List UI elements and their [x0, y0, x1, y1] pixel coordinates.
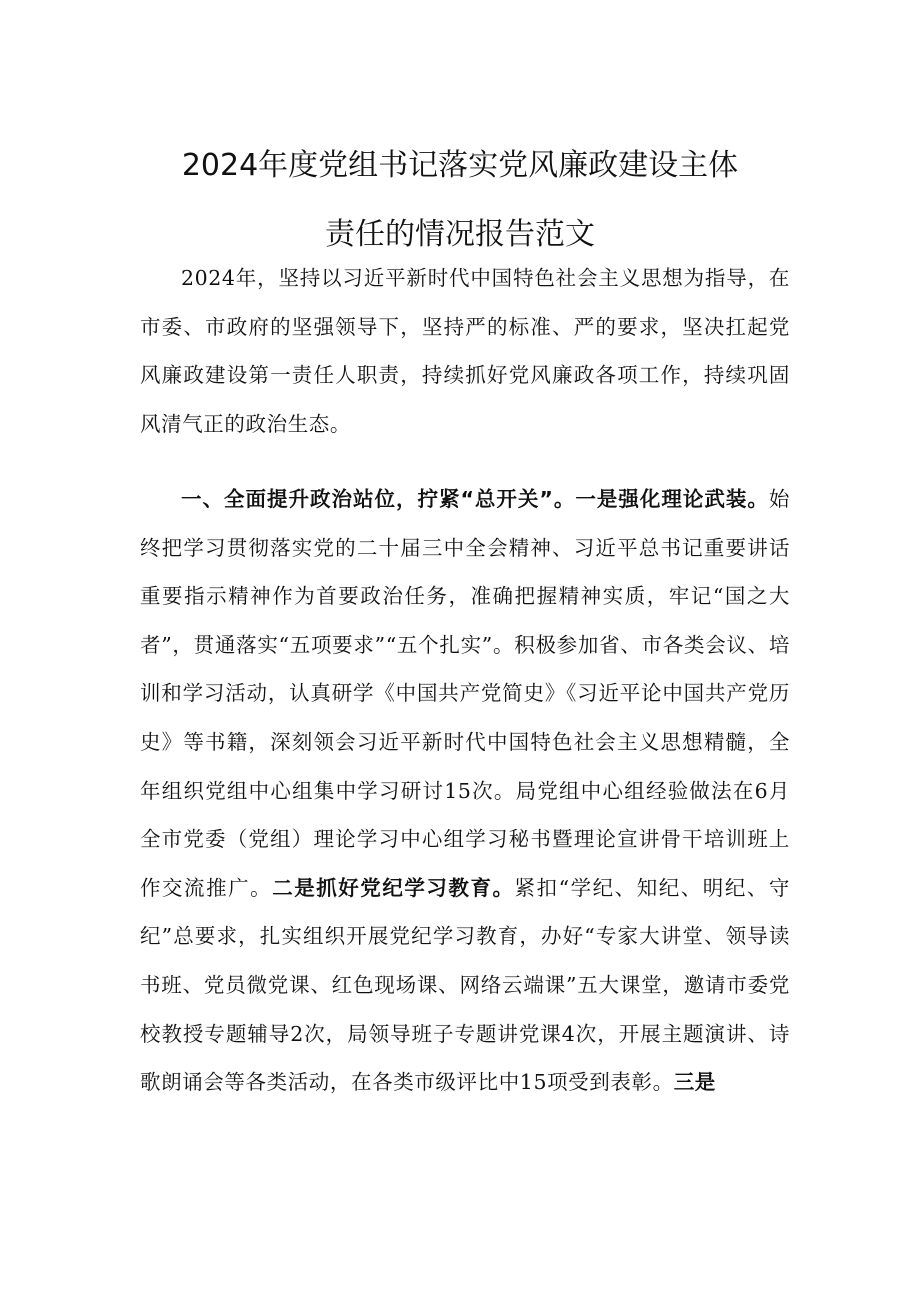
point-one-text: 始终把学习贯彻落实党的二十届三中全会精神、习近平总书记重要讲话重要指示精神作为首要政治任务，准确把握精神实质，牢记“国之大者”，贯通落实“五项要求”“五个扎实”。积极参加省、市各类会议、培训和学习活动，认真研学《中国共产党简史》《习近平论中国共产党历史》等书籍，深刻领会习近平新时代中国特色社会主义思想精髓，全年组织党组中心组集中学习研讨15次。局党组中心组经验做法在6月全市党委（党组）理论学习中心组学习秘书暨理论宣讲骨干培训班上作交流推广。	[140, 487, 790, 900]
document-title-line-2: 责任的情况报告范文	[325, 217, 595, 252]
point-two-title: 二是抓好党纪学习教育。	[272, 875, 515, 900]
point-three-title: 三是	[673, 1070, 716, 1095]
section-one-heading: 一、全面提升政治站位，拧紧“总开关”。	[181, 487, 576, 511]
intro-paragraph: 2024年，坚持以习近平新时代中国特色社会主义思想为指导，在市委、市政府的坚强领导下，坚持严的标准、严的要求，坚决扛起党风廉政建设第一责任人职责，持续抓好党风廉政各项工作，持续巩固风清气正的政治生态。	[140, 266, 790, 436]
section-one-paragraph	[140, 475, 790, 1107]
point-one-title: 一是强化理论武装。	[575, 487, 769, 511]
document-title-line-1: 2024年度党组书记落实党风廉政建设主体	[181, 148, 739, 183]
point-two-text: 紧扣“学纪、知纪、明纪、守纪”总要求，扎实组织开展党纪学习教育，办好“专家大讲堂、领导读书班、党员微党课、红色现场课、网络云端课”五大课堂，邀请市委党校教授专题辅导2次，局领导班子专题讲党课4次，开展主题演讲、诗歌朗诵会等各类活动，在各类市级评比中15项受到表彰。	[140, 875, 790, 1095]
